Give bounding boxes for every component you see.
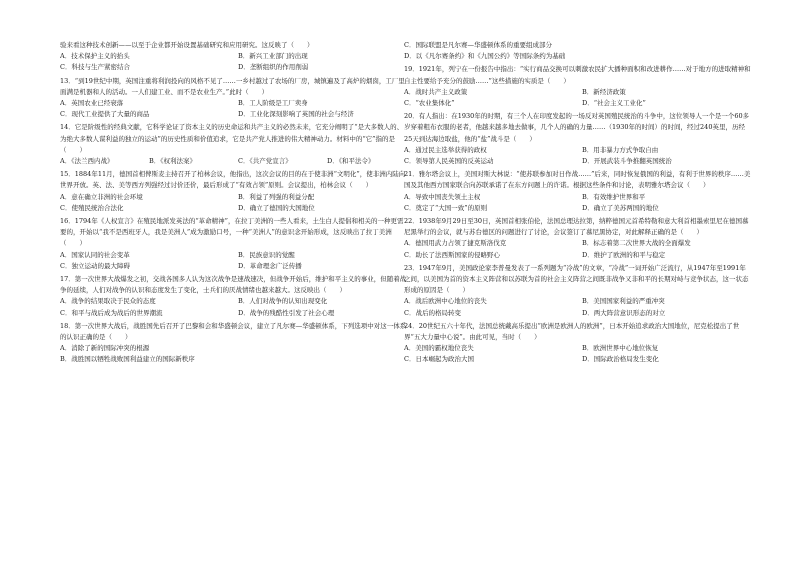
question [404, 64, 752, 109]
answer-option: A．战后欧洲中心地位的丧失 [404, 297, 487, 306]
answer-option: C．领导第人民英国的反英运动 [404, 157, 494, 166]
question-stem: 20．有人指出：在1930年的时期，有三个人在印度发起的一场反对英国殖民统治的斗争中，这位领导人一个是一个60多岁穿着粗布衣服的老者，他越来越多地去做事，几个人的确的力量……（1930年的时间）的时间，经过240英里，历经25天到达海边取盐，他的“盐”战斗是（ ） [404, 112, 750, 143]
answer-option: B．美国国家利益的严重冲突 [582, 297, 665, 306]
answer-options [404, 87, 752, 109]
answer-option: A．技术保护主义的抬头 [60, 52, 130, 61]
left-column [60, 40, 408, 368]
answer-option: A．消除了新的国际冲突的根源 [60, 344, 150, 353]
answer-option: D．维护了欧洲的和平与稳定 [582, 250, 666, 259]
answer-option: B．欧洲世界中心地位恢复 [582, 344, 659, 353]
answer-option: C．奠定了“大国一致”的原则 [404, 203, 488, 212]
answer-option: A．《法兰西内战》 [60, 157, 114, 166]
answer-option: B．利益了列强的利益分配 [238, 192, 315, 201]
question [404, 169, 752, 214]
answer-options [60, 343, 408, 365]
answer-option: D．垄断组织的作用削弱 [238, 63, 309, 72]
answer-option: A．国家认同的社会变革 [60, 250, 130, 259]
answer-option: D．确立了美苏两国的地位 [582, 203, 659, 212]
answer-option: C．国际联盟是凡尔赛—华盛顿体系的重要组成部分 [404, 41, 552, 49]
question-stem: 22．1938年9月29日至30日，英国首相张伯伦，法国总理达拉第，纳粹德国元首希特勒和意大利首相墨索里尼在德国慕尼黑举行的会议，就与苏台德区的问题进行了讨论，会议签订了慕尼黑协定，对此解释正确的是（ ） [404, 217, 749, 237]
question [60, 321, 408, 366]
answer-options [404, 296, 752, 318]
answer-option: B．战胜国以牺牲战败国利益建立的国际新秩序 [60, 355, 195, 364]
answer-option: C．助长了法西斯国家的侵略野心 [404, 250, 500, 259]
answer-options [60, 192, 408, 214]
answer-option: D．革命理念广泛传播 [238, 261, 302, 270]
answer-option: B．《权利法案》 [149, 157, 197, 166]
answer-option: B．人们对战争的认知出现变化 [238, 297, 328, 306]
answer-option: B．新经济政策 [582, 87, 626, 96]
answer-option: B．新兴工业部门的出现 [238, 52, 308, 61]
answer-option: D．《和平法令》 [327, 157, 375, 166]
question [60, 40, 408, 74]
answer-option: C．独立运动的最大障碍 [60, 261, 130, 270]
right-column [404, 40, 752, 368]
question-stem: 23．1947年9月，美国政论家李普曼发表了一系列题为“冷战”的文章，“冷战”一词开始广泛流行，从1947年至1991年之间，以美国为首的资本主义阵营和以苏联为首的社会主义阵营之间既非战争又非和平的长期对峙与竞争状态，这一状态形成的原因是（ ） [404, 263, 749, 295]
answer-option: D．确立了德国的大国地位 [238, 203, 315, 212]
answer-option: C．使殖民统治合法化 [60, 203, 124, 212]
question [404, 40, 752, 62]
answer-options [404, 238, 752, 260]
question-stem: 15．1884年11月，德国首相俾斯麦主持召开了柏林会议，他指出，这次会议的目的在于使非洲“文明化”，使非洲内陆向世界开放。英、法、美等西方列强经过讨价还价，最后形成了“有效占领”原则。会议提出，柏林会议（ ） [60, 170, 406, 190]
question-stem: 19．1921年，列宁在一份报告中指出：“实行商品交换可以刺激农民扩大播种面积和改进耕作……对于地方的进取精神和自主性要给予充分的鼓励……”这些措施的实质是（ ） [404, 65, 751, 85]
question [60, 169, 408, 214]
answer-option: A．战争的结果取决于民众的态度 [60, 297, 156, 306]
question-stem: 24．20世纪五六十年代，法国总统戴高乐提出“欧洲是欧洲人的欧洲”，日本开始追求政治大国地位，尼克松提出了世界“五大力量中心说”。由此可见，当时（ ） [404, 321, 740, 342]
question-stem: 16．1794年《人权宣言》在殖民地派发英法的“革命精神”，在拉丁美洲的一些人看来，土生白人提倡和相关的一种更需要的，开始以“我不是西班牙人，我是美洲人”成为激励口号，一种“美洲人”的意识念开始形成，这反映出了拉丁美洲（ ） [60, 217, 404, 248]
answer-options [60, 296, 408, 318]
question [60, 76, 408, 121]
question [60, 122, 408, 167]
answer-option: C．现代工业提供了大量的商品 [60, 110, 150, 119]
answer-options [60, 156, 408, 167]
answer-option: C．“农业集体化” [404, 99, 455, 108]
answer-option: D．国际政治格局发生变化 [582, 355, 659, 364]
answer-option: C．《共产党宣言》 [238, 157, 292, 166]
question [60, 274, 408, 319]
answer-option: C．和平与战后成为战后的世界潮流 [60, 308, 163, 317]
answer-option: B．有效维护世界和平 [582, 192, 646, 201]
question-stem: 21．雅尔塔会议上，美国对斯大林说：“使苏联参加对日作战……”后来，同时恢复俄国的利益，有利于世界的秩序……美国及其他西方国家联合向苏联承诺了在东方问题上的许诺。根据这些条件和讨论，表明雅尔塔会议（ ） [404, 170, 751, 190]
answer-option: C．科技与生产紧密结合 [60, 63, 130, 72]
answer-option: A．通过民主选举获得的政权 [404, 145, 487, 154]
question-stem: 验来看这种技术创新——以至于企业都开始设置基础研究和应用研究。这反映了（ ） [60, 41, 314, 49]
answer-option: B．标志着第二次世界大战的全面爆发 [582, 239, 691, 248]
answer-options [404, 343, 752, 365]
answer-option: A．英国农业已经衰落 [60, 99, 124, 108]
answer-option: A．战时共产主义政策 [404, 87, 468, 96]
question-stem: 14．它是阶级性的经典文献，它科学论证了资本主义的历史命运和共产主义的必然未来，它充分阐明了“是大多数人的、为绝大多数人谋利益的独立的运动”的历史性质和价值追求，它是共产党人推进的伟大精神动力。材料中的“它”指的是（ ） [60, 123, 404, 154]
answer-option: D．开展武装斗争推翻英国统治 [582, 157, 672, 166]
question [404, 263, 752, 319]
answer-option: A．德国用武力占领了捷克斯洛伐克 [404, 239, 507, 248]
answer-option: A．意在确立非洲的社会环境 [60, 192, 143, 201]
answer-option: C．战后的格局转变 [404, 308, 461, 317]
answer-option: C．日本崛起为政治大国 [404, 355, 474, 364]
question-stem: 18．第一次世界大战后，战胜国先后召开了巴黎和会和华盛顿会议，建立了凡尔赛—华盛顿体系，下列选项中对这一体系的认识正确的是（ ） [60, 321, 407, 342]
question-stem: 17．第一次世界大战爆发之初，交战各国多人认为这次战争是速战速决，但战争开始后，维护和平主义的事业，但随着战争的延续，人们对战争的认识和态度发生了变化，士兵们的厌战情绪也越来越大。这反映出（ ） [60, 275, 407, 295]
answer-option: A．美国的霸权地位丧失 [404, 344, 474, 353]
answer-option: B．用非暴力方式争取自由 [582, 145, 659, 154]
answer-options [404, 192, 752, 214]
answer-options [60, 98, 408, 120]
answer-option: B．民族意识的觉醒 [238, 250, 295, 259]
answer-options [404, 40, 752, 62]
answer-option: D．工业化深刻影响了英国的社会与经济 [238, 110, 354, 119]
answer-options [60, 250, 408, 272]
answer-option: D．“社会主义工业化” [582, 99, 646, 108]
question-stem: 13．“到19世纪中期，英国注重将利润投向的风格不见了……一乡村越过了农场的厂房，城镇遍及了高炉的烟囱，工厂里面满是机器和人的活动。一人们建工业、而不是农业生产。”此时（ ） [60, 76, 405, 96]
answer-options [404, 145, 752, 167]
answer-option: A．导致中国丧失领土主权 [404, 192, 481, 201]
answer-option: D．两大阵营意识形态的对立 [582, 308, 666, 317]
question [404, 321, 752, 366]
answer-option: B．工人阶级是工厂卖身 [238, 99, 308, 108]
answer-option: D．战争的残酷性引发了社会心理 [238, 308, 335, 317]
question [60, 216, 408, 272]
question [404, 111, 752, 167]
question [404, 216, 752, 261]
answer-option: D．以《凡尔赛条约》和《九国公约》等国际条约为基础 [404, 52, 566, 61]
answer-options [60, 51, 408, 73]
